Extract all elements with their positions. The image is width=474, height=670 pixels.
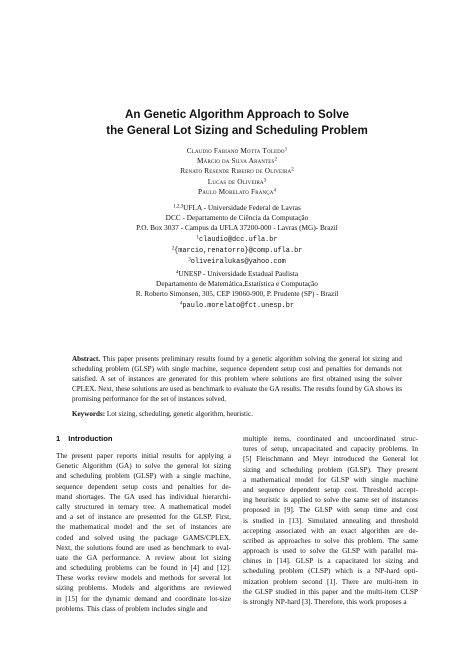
- email-address[interactable]: oliveiralukas@yahoo.com: [190, 258, 286, 267]
- body-text-line: cally structured in ternary tree. A mathematical model: [56, 501, 231, 511]
- abstract: [72, 354, 402, 404]
- author: Claudio Fabiano Motta Toledo$^1$: [186, 146, 288, 155]
- body-text-line: scheduling problem (CLSP) which is a NP-hard opti-: [243, 566, 418, 576]
- section-title: Introduction: [68, 434, 113, 443]
- body-text-line: coded and solved using the package GAMS/CPLEX.: [56, 532, 231, 542]
- email-address[interactable]: {marcio,renatorro}@comp.ufla.br: [174, 246, 303, 255]
- body-text-line: and a set of instance are presented for the GLSP. First,: [56, 512, 231, 522]
- affiliation-line: R. Roberto Simonsen, 305, CEP 19060-900, P. Prudente (SP) - Brazil: [135, 289, 339, 299]
- body-text-line: These works review models and methods for several lot: [56, 573, 231, 583]
- keywords: [72, 409, 402, 419]
- body-text-line: ing heuristic is applied to solve the same set of instances: [243, 495, 418, 505]
- affiliation-unesp: $^4$UNESP - Universidade Estadual Paulista Departamento de Matemática,Estatística e Computação R. Roberto Simonsen, 305, CEP 19060-900, P. Prudente (SP) - Brazil $^4$paulo.morelato@fct.unesp.br: [40, 269, 434, 311]
- body-text-line: problems. This class of problem includes single and: [56, 603, 208, 613]
- author: Lucas de Oliveira$^3$: [207, 176, 267, 186]
- email-address[interactable]: paulo.morelato@fct.unesp.br: [182, 301, 295, 310]
- body-text-line: scribed as approaches to solve this problem. The same: [243, 535, 418, 545]
- body-text-line: is strongly NP-hard [3]. Therefore, this work proposes a: [243, 597, 407, 606]
- body-text-line: mization problem second [1]. There are multi-item in: [243, 576, 418, 586]
- body-text-line: The present paper reports initial results for applying a: [56, 451, 231, 460]
- body-text-line: approach is used to solve the GLSP with parallel ma-: [243, 546, 418, 556]
- body-text-line: [5] Fleischmann and Meyr introduced the General lot: [243, 454, 418, 464]
- body-text-line: sizing problems. Models and algorithms are reviewed: [56, 583, 231, 593]
- author-list: [40, 146, 434, 197]
- section-heading: [56, 434, 113, 444]
- body-text-line: accepting associated with an exact algorithm are de-: [243, 525, 418, 535]
- body-text-line: uate the GA performance. A review about lot sizing: [56, 552, 231, 562]
- body-text-line: multiple items, coordinated and uncoordinated struc-: [243, 434, 418, 443]
- section-number: 1: [56, 434, 61, 443]
- body-text-line: the mathematical model and the set of instances are: [56, 522, 231, 532]
- body-text-line: is studied in [13]. Simulated annealing and threshold: [243, 515, 418, 525]
- body-text-line: mand shortages. The GA used has individual hierarchi-: [56, 491, 231, 501]
- abstract-label: Abstract.: [72, 355, 101, 363]
- author: Paulo Morelato França$^4$: [198, 186, 276, 196]
- title-line-2: the General Lot Sizing and Scheduling Problem: [106, 124, 368, 137]
- keywords-text: Lot sizing, scheduling, genetic algorithm, heuristic.: [106, 410, 253, 418]
- affiliation-line: UFLA - Universidade Federal de Lavras: [183, 203, 301, 212]
- affiliation-line: P.O. Box 3037 - Campus da UFLA 37200-000 - Lavras (MG)- Brazil: [136, 223, 338, 233]
- body-text-line: chines in [14]. GLSP is a capacitated lot sizing and: [243, 556, 418, 566]
- author: Márcio da Silva Arantes$^2$: [197, 156, 277, 166]
- body-text-line: sizing and scheduling problem (GLSP). They present: [243, 464, 418, 474]
- right-column: [243, 434, 418, 607]
- body-text-line: in [15] for the dynamic demand and coordinate lot-size: [56, 593, 231, 603]
- body-text-line: Next, the solutions found are used as benchmark to eval-: [56, 542, 231, 552]
- affiliation-ufla: $^{1,2,3}$UFLA - Universidade Federal de Lavras DCC - Departamento de Ciência da Computação P.O. Box 3037 - Campus da UFLA 37200-000 - Lavras (MG)- Brazil $^1$claudio@dcc.ufla.br $^2${marcio,renatorro}@comp.ufla.br $^3$oliveiralukas@yahoo.com: [40, 203, 434, 267]
- body-text-line: and scheduling problems can be found in [4] and [12].: [56, 563, 231, 573]
- affiliation-line: Departamento de Matemática,Estatística e Computação: [156, 279, 318, 289]
- body-text-line: and scheduling problem (GLSP) with a single machine,: [56, 471, 231, 481]
- body-text-line: Genetic Algorithm (GA) to solve the general lot sizing: [56, 461, 231, 471]
- paper-title: [40, 107, 434, 139]
- left-column: [56, 451, 231, 614]
- affiliation-line: UNESP - Universidade Estadual Paulista: [178, 269, 299, 278]
- email-address[interactable]: claudio@dcc.ufla.br: [198, 235, 278, 244]
- body-text-line: and sequence dependent setup cost. Threshold accept-: [243, 484, 418, 494]
- author: Renato Resende Ribeiro de Oliveira$^2$: [180, 166, 294, 176]
- keywords-label: Keywords:: [72, 410, 106, 418]
- body-text-line: sequence dependent setup costs and penalties for de-: [56, 481, 231, 491]
- abstract-text: This paper presents preliminary results found by a genetic algorithm solving the general lot sizing and scheduling problem (GLSP) with single machine, sequence dependent setup cost and penalties for demands not satisfied. A set of instances are generated for this problem where solutions are first obtained using the solver CPLEX. Next, these solutions are used as benchmark to evaluate the GA results. The results found by GA shows its promising performance for the set of instances solved.: [72, 355, 402, 404]
- body-text-line: the GLSP studied in this paper and the multi-item CLSP: [243, 586, 418, 596]
- body-text-line: tures of setup, uncapacitated and capacity problems. In: [243, 444, 418, 454]
- body-text-line: proposed in [9]. The GLSP with setup time and cost: [243, 505, 418, 515]
- title-line-1: An Genetic Algorithm Approach to Solve: [125, 108, 349, 121]
- body-text-line: a mathematical model for GLSP with single machine: [243, 474, 418, 484]
- affiliation-line: DCC - Departamento de Ciência da Computação: [165, 213, 309, 223]
